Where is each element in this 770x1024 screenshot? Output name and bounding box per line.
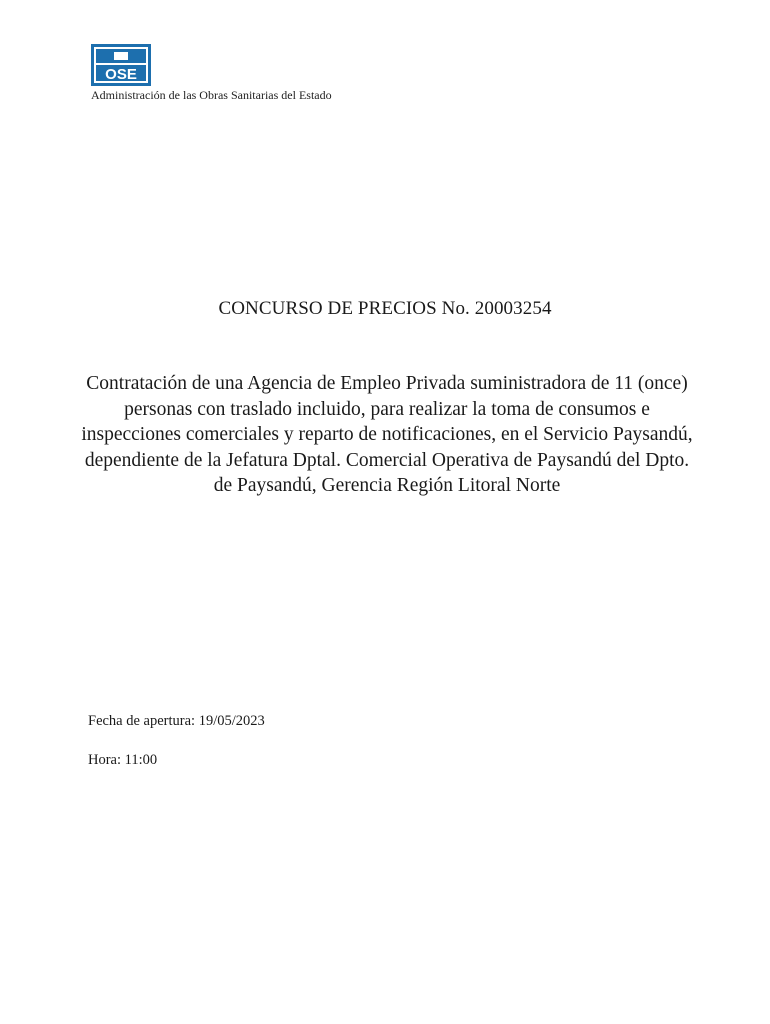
contest-title: CONCURSO DE PRECIOS No. 20003254 (218, 298, 552, 319)
opening-date: Fecha de apertura: 19/05/2023 (88, 713, 265, 729)
organization-name: Administración de las Obras Sanitarias del Estado (91, 88, 332, 102)
ose-logo (91, 44, 151, 86)
logo-text: OSE (105, 66, 137, 83)
contract-subject: Contratación de una Agencia de Empleo Privada suministradora de 11 (once) personas con traslado incluido, para realizar la toma de consumos e inspecciones comerciales y reparto de notificaciones, en el Servicio Paysandú, dependiente de la Jefatura Dptal. Comercial Operativa de Paysandú del Dpto. de Paysandú, Gerencia Región Litoral Norte (81, 373, 693, 496)
opening-time: Hora: 11:00 (88, 752, 158, 768)
